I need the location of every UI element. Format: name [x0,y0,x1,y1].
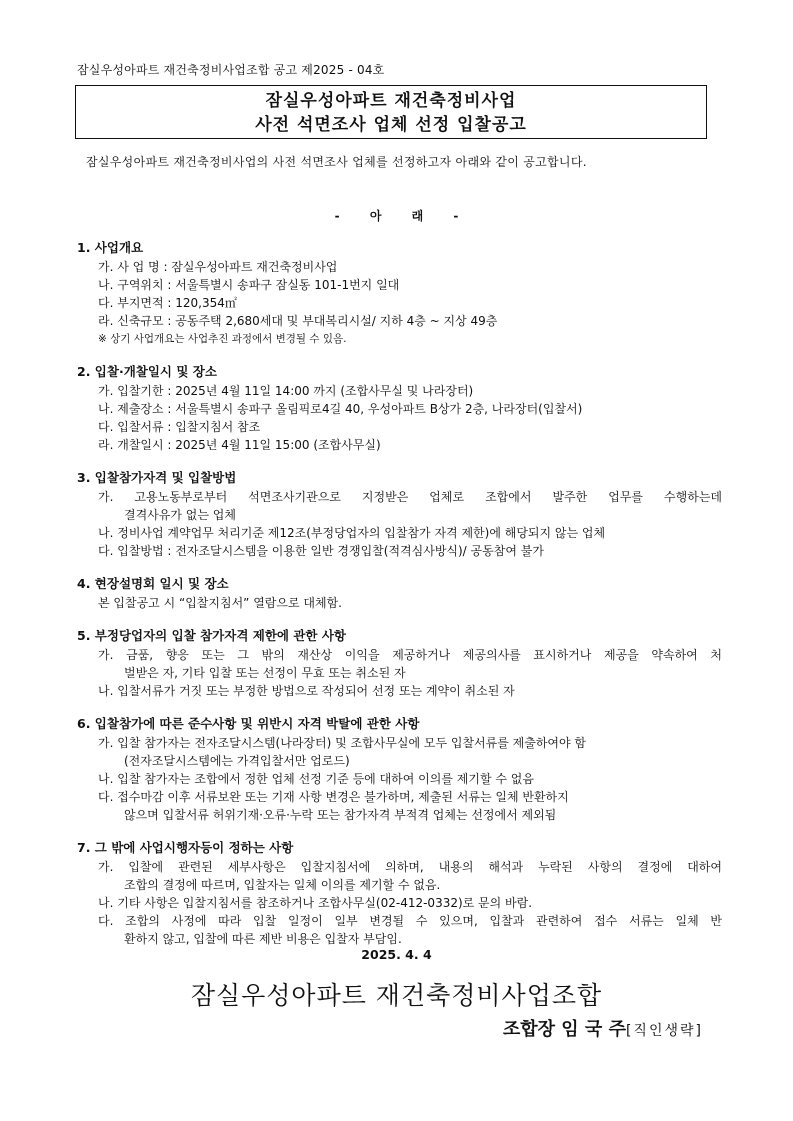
section [77,574,722,612]
section [77,714,722,824]
section [77,468,722,560]
ara-heading: - 아 래 - [334,209,459,223]
section-item: 않으며 입찰서류 허위기재·오류·누락 또는 참가자격 부적격 업체는 선정에서 제외됨 [124,808,557,822]
section-item: 환하지 않고, 입찰에 따른 제반 비용은 입찰자 부담임. [124,932,402,946]
section-title: 2. 입찰·개찰일시 및 장소 [77,364,217,379]
section-title: 6. 입찰참가에 따른 준수사항 및 위반시 자격 박탈에 관한 사항 [77,716,420,731]
section-item: 가. 고용노동부로부터 석면조사기관으로 지정받은 업체로 조합에서 발주한 업무를 수행하는데 [98,490,722,504]
section-item: 가. 사 업 명 : 잠실우성아파트 재건축정비사업 [98,260,338,274]
section-item: 다. 입찰서류 : 입찰지침서 참조 [98,420,261,434]
chief-signature [503,1015,703,1041]
section-item: 나. 제출장소 : 서울특별시 송파구 올림픽로4길 40, 우성아파트 B상가 2층, 나라장터(입찰서) [98,402,583,416]
section-note: ※ 상기 사업개요는 사업추진 과정에서 변경될 수 있음. [98,333,347,345]
title-line-2: 사전 석면조사 업체 선정 입찰공고 [255,115,527,135]
section-title: 3. 입찰참가자격 및 입찰방법 [77,470,237,485]
section [77,362,722,454]
title-line-1: 잠실우성아파트 재건축정비사업 [265,91,517,111]
section-item: 나. 입찰서류가 거짓 또는 부정한 방법으로 작성되어 선정 또는 계약이 취소된 자 [98,684,515,698]
section-item: 나. 기타 사항은 입찰지침서를 참조하거나 조합사무실(02-412-0332)로 문의 바람. [98,896,533,910]
section-item: 가. 입찰에 관련된 세부사항은 입찰지침서에 의하며, 내용의 해석과 누락된 사항의 결정에 대하여 [98,860,722,874]
sections-container [77,238,722,962]
section-item: 본 입찰공고 시 “입찰지침서” 열람으로 대체함. [98,596,342,610]
section-title: 7. 그 밖에 사업시행자등이 정하는 사항 [77,840,294,855]
section-item: 가. 입찰기한 : 2025년 4월 11일 14:00 까지 (조합사무실 및 나라장터) [98,384,474,398]
section-item: 결격사유가 없는 업체 [124,508,236,522]
section-title: 4. 현장설명회 일시 및 장소 [77,576,229,591]
title-box [75,85,707,139]
section-item: 다. 조합의 사정에 따라 입찰 일정이 일부 변경될 수 있으며, 입찰과 관련하여 접수 서류는 일체 반 [98,914,722,928]
section-title: 5. 부정당업자의 입찰 참가자격 제한에 관한 사항 [77,628,346,643]
section-item: 나. 정비사업 계약업무 처리기준 제12조(부정당업자의 입찰참가 자격 제한)에 해당되지 않는 업체 [98,526,606,540]
section [77,626,722,700]
section-item: 라. 신축규모 : 공동주택 2,680세대 및 부대복리시설/ 지하 4층 ~ 지상 49층 [98,314,498,328]
section-item: 다. 접수마감 이후 서류보완 또는 기재 사항 변경은 불가하며, 제출된 서류는 일체 반환하지 [98,790,569,804]
notice-date: 2025. 4. 4 [361,947,432,962]
union-name: 잠실우성아파트 재건축정비사업조합 [190,981,603,1010]
section-item: 나. 구역위치 : 서울특별시 송파구 잠실동 101-1번지 일대 [98,278,400,292]
section [77,838,722,948]
section-item: 조합의 결정에 따르며, 입찰자는 일체 이의를 제기할 수 없음. [124,878,441,892]
section-item: 가. 금품, 향응 또는 그 밖의 재산상 이익을 제공하거나 제공의사를 표시하거나 제공을 약속하여 처 [98,648,722,662]
seal-note: [직인생략] [625,1023,703,1039]
intro-text: 잠실우성아파트 재건축정비사업의 사전 석면조사 업체를 선정하고자 아래와 같이 공고합니다. [86,155,587,169]
notice-number: 잠실우성아파트 재건축정비사업조합 공고 제2025 - 04호 [77,63,385,77]
section-item: 다. 부지면적 : 120,354㎡ [98,296,237,310]
section-item: 나. 입찰 참가자는 조합에서 정한 업체 선정 기준 등에 대하여 이의를 제기할 수 없음 [98,772,534,786]
section-item: 라. 개찰일시 : 2025년 4월 11일 15:00 (조합사무실) [98,438,381,452]
section-item: 다. 입찰방법 : 전자조달시스템을 이용한 일반 경쟁입찰(적격심사방식)/ 공동참여 불가 [98,544,544,558]
section-item: (전자조달시스템에는 가격입찰서만 업로드) [124,754,350,768]
section-item: 벌받은 자, 기타 입찰 또는 선정이 무효 또는 취소된 자 [124,666,406,680]
section [77,238,722,348]
section-item: 가. 입찰 참가자는 전자조달시스템(나라장터) 및 조합사무실에 모두 입찰서류를 제출하여야 함 [98,736,587,750]
chief-title: 조합장 임 국 주 [502,1019,626,1040]
section-title: 1. 사업개요 [77,240,144,255]
